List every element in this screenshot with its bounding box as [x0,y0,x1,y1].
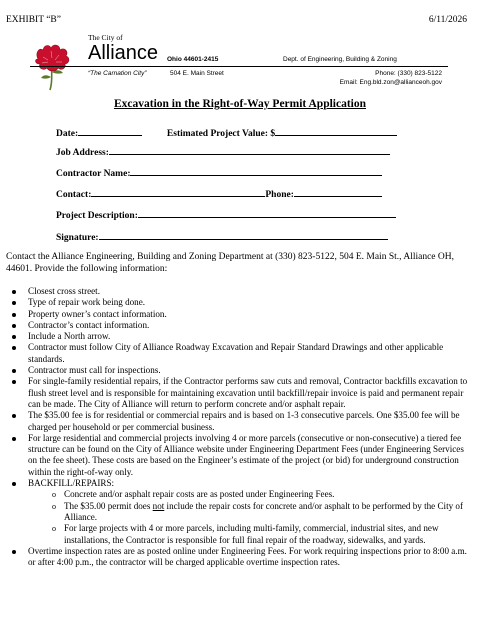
estimated-value-field[interactable] [275,126,397,136]
contractor-name-label: Contractor Name: [56,169,131,179]
circle-bullet-icon: o [52,490,56,500]
signature-field[interactable] [99,230,388,240]
carnation-logo-icon [31,43,73,91]
bullet-icon [12,313,16,317]
contractor-name-field[interactable] [130,166,382,176]
sub-list-item: o The $35.00 permit does not include the repair costs for concrete and/or asphalt to be performed by the City of Alliance. [52,500,464,522]
department-phone: Phone: (330) 823-5122 [375,70,442,77]
department-name: Dept. of Engineering, Building & Zoning [283,56,397,63]
street-address: 504 E. Main Street [170,70,224,77]
phone-label: Phone: [265,190,294,200]
list-item: The $35.00 fee is for residential or commercial repairs and is based on 1-3 consecutive parcels. One $35.00 fee will be charged per household or per commercial business. [10,410,472,433]
contact-field[interactable] [91,187,265,197]
list-item: Include a North arrow. [10,331,472,342]
bullet-icon [12,437,16,441]
date-row [56,126,397,139]
list-item: Contractor’s contact information. [10,320,472,331]
bullet-icon [12,369,16,373]
emphasis-not: not [152,500,165,511]
job-address-label: Job Address: [56,148,109,158]
list-item: Contractor must call for inspections. [10,365,472,376]
contact-row [56,187,382,200]
requirements-list [10,286,472,568]
list-item: Overtime inspection rates are as posted online under Engineering Fees. For work requiring inspections prior to 8:00 a.m. or after 4:00 p.m., the contractor will be charged applicable overtime inspection rates. [10,546,472,569]
list-item: Closest cross street. [10,286,472,297]
header-divider [30,66,448,67]
project-description-row [56,208,396,221]
job-address-field[interactable] [109,145,390,155]
form-title: Excavation in the Right-of-Way Permit Application [113,98,367,110]
bullet-icon [12,550,16,554]
bullet-icon [12,324,16,328]
city-state-zip: Ohio 44601-2415 [167,56,219,63]
project-description-label: Project Description: [56,211,138,221]
bullet-icon [12,346,16,350]
contact-label: Contact: [56,190,92,200]
bullet-icon [12,482,16,486]
list-item: For single-family residential repairs, if the Contractor performs saw cuts and removal, Contractor backfills excavation to flush street level and is responsible for maintaining excavation until backfill/repair invoice is paid and permanent repair can be made. The City of Alliance will return to perform concrete and/or asphalt repair. [10,376,472,410]
signature-row [56,230,388,243]
date-label: Date: [56,129,79,139]
contractor-name-row [56,166,382,179]
document-date: 6/11/2026 [428,15,467,25]
estimated-value-label: Estimated Project Value: $ [166,129,276,139]
circle-bullet-icon: o [52,501,56,511]
sub-list-item: o Concrete and/or asphalt repair costs are as posted under Engineering Fees. [52,489,335,500]
bullet-icon [12,414,16,418]
department-email: Email: Eng.bld.zon@allianceoh.gov [339,79,442,86]
intro-paragraph: Contact the Alliance Engineering, Building and Zoning Department at (330) 823-5122, 504 E. Main St., Alliance OH, 44601. Provide the following information: [6,252,454,274]
bullet-icon [12,301,16,305]
bullet-icon [12,290,16,294]
city-tagline: “The Carnation City” [88,70,147,77]
list-item: Contractor must follow City of Alliance Roadway Excavation and Repair Standard Drawings and other applicable standards. [10,342,472,365]
list-item: For large residential and commercial projects involving 4 or more parcels (consecutive or non-consecutive) a tiered fee structure can be found on the City of Alliance website under Engineering Department Fees (under Engineering Services on the fee sheet). These costs are based on the Engineer’s estimate of the project (or bid) for underground construction within the right-of-way only. [10,433,472,478]
bullet-icon [12,335,16,339]
city-name: Alliance [88,42,159,64]
exhibit-label: EXHIBIT “B” [6,15,61,25]
circle-bullet-icon: o [52,524,56,534]
sub-list-item: o For large projects with 4 or more parcels, including multi-family, commercial, industrial sites, and new installations, the Contractor is responsible for full final repair of the roadway, sidewalks, and yards. [52,523,439,545]
list-item: Property owner’s contact information. [10,309,472,320]
city-of-label: The City of [88,33,123,42]
date-field[interactable] [78,126,142,136]
list-item: BACKFILL/REPAIRS: [10,478,472,489]
signature-label: Signature: [56,233,99,243]
list-item: Type of repair work being done. [10,297,472,308]
bullet-icon [12,380,16,384]
project-description-field[interactable] [138,208,396,218]
phone-field[interactable] [294,187,382,197]
job-address-row [56,145,390,158]
